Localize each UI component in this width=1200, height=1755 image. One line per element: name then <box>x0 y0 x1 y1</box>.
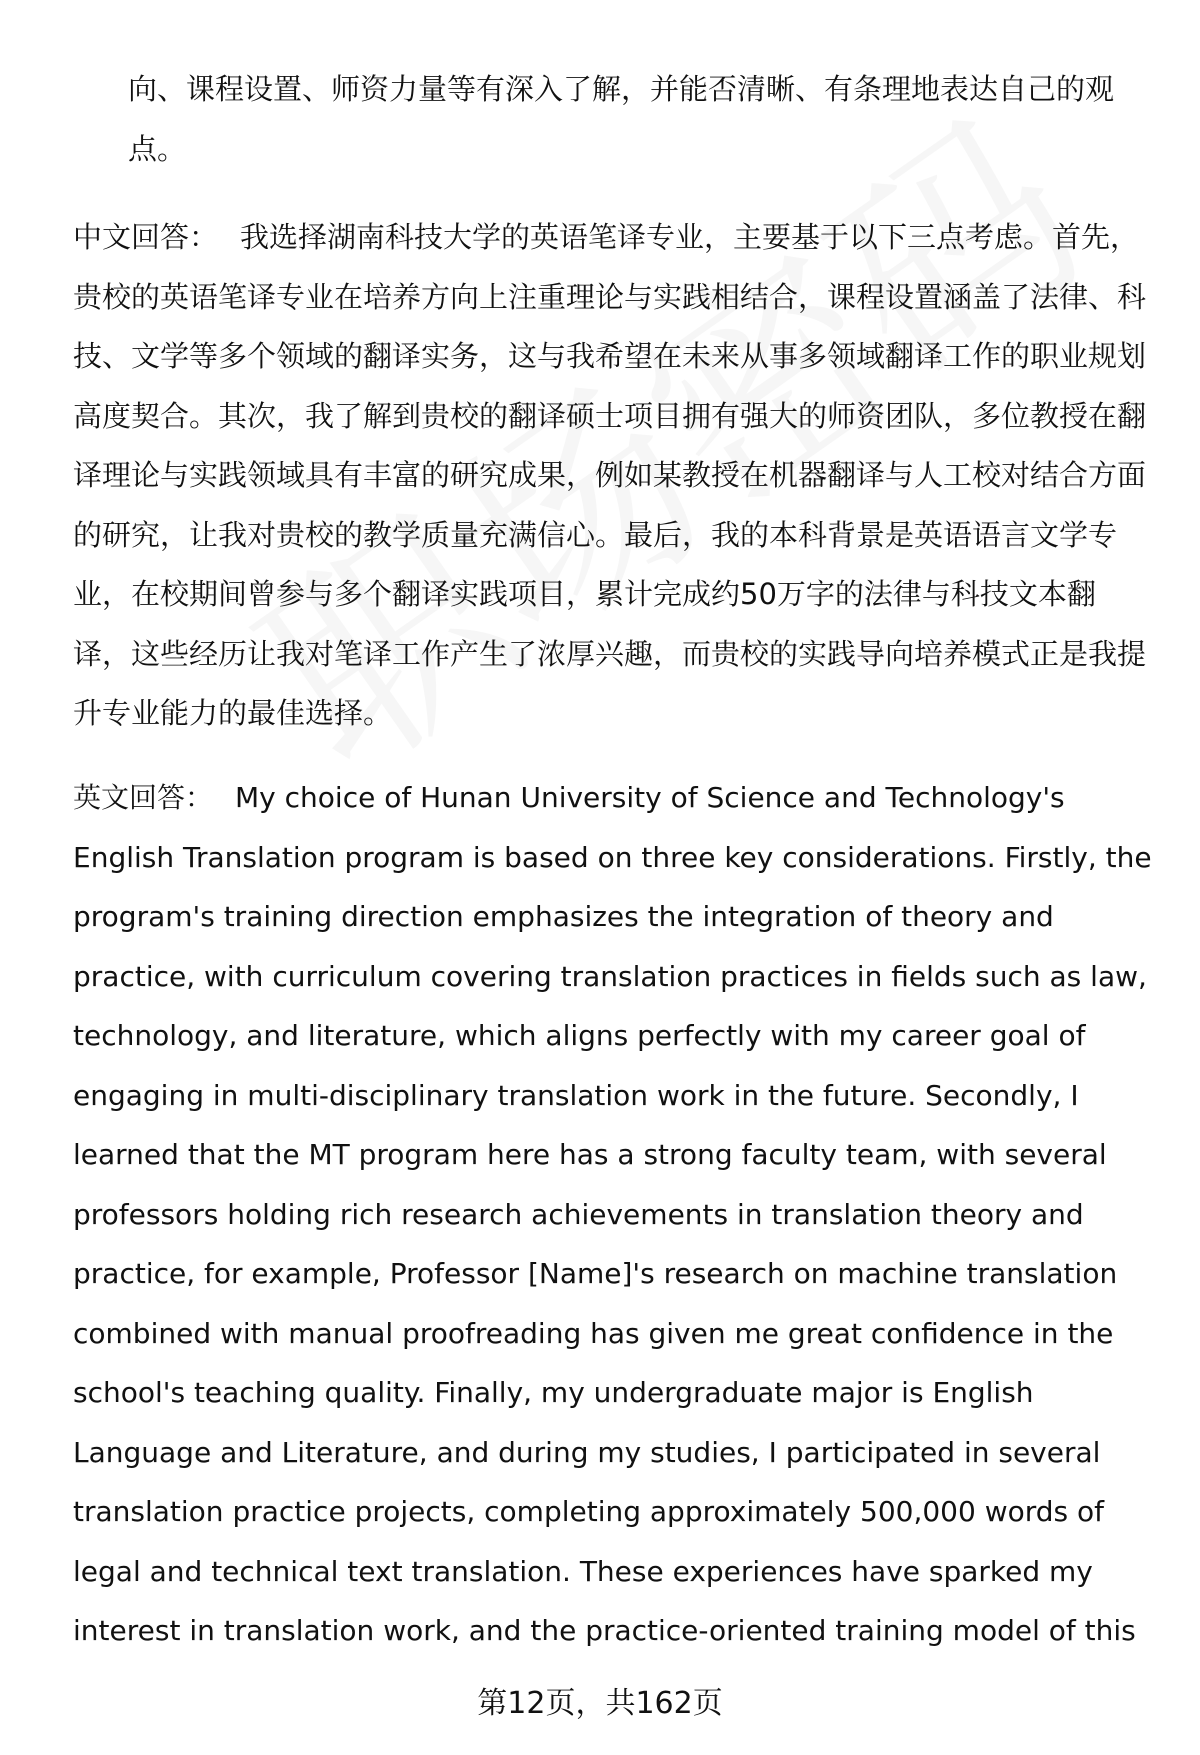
english-answer-label: 英文回答： <box>73 781 214 814</box>
chinese-answer-label: 中文回答： <box>73 220 219 254</box>
chinese-answer <box>73 208 1153 744</box>
page-number: 第12页，共162页 <box>477 1686 723 1721</box>
chinese-answer-text: 我选择湖南科技大学的英语笔译专业，主要基于以下三点考虑。首先，贵校的英语笔译专业在培养方向上注重理论与实践相结合，课程设置涵盖了法律、科技、文学等多个领域的翻译实务，这与我希望在未来从事多领域翻译工作的职业规划高度契合。其次，我了解到贵校的翻译硕士项目拥有强大的师资团队，多位教授在翻译理论与实践领域具有丰富的研究成果，例如某教授在机器翻译与人工校对结合方面的研究，让我对贵校的教学质量充满信心。最后，我的本科背景是英语语言文学专业，在校期间曾参与多个翻译实践项目，累计完成约50万字的法律与科技文本翻译，这些经历让我对笔译工作产生了浓厚兴趣，而贵校的实践导向培养模式正是我提升专业能力的最佳选择。 <box>73 220 1147 730</box>
question-continuation: 向、课程设置、师资力量等有深入了解，并能否清晰、有条理地表达自己的观点。 <box>128 72 1115 166</box>
english-answer-text: My choice of Hunan University of Science and Technology's English Translation program is based on three key considerations. Firstly, the program's training direction emphasizes the integration of theory and practice, with curriculum covering translation practices in fields such as law, technology, and literature, which aligns perfectly with my career goal of engaging in multi-disciplinary translation work in the future. Secondly, I learned that the MT program here has a strong faculty team, with several professors holding rich research achievements in translation theory and practice, for example, Professor [Name]'s research on machine translation combined with manual proofreading has given me great confidence in the school's teaching quality. Finally, my undergraduate major is English Language and Literature, and during my studies, I participated in several translation practice projects, completing approximately 500,000 words of legal and technical text translation. These experiences have sparked my interest in translation work, and the practice-oriented training model of this <box>73 781 1152 1647</box>
english-answer <box>73 768 1153 1661</box>
